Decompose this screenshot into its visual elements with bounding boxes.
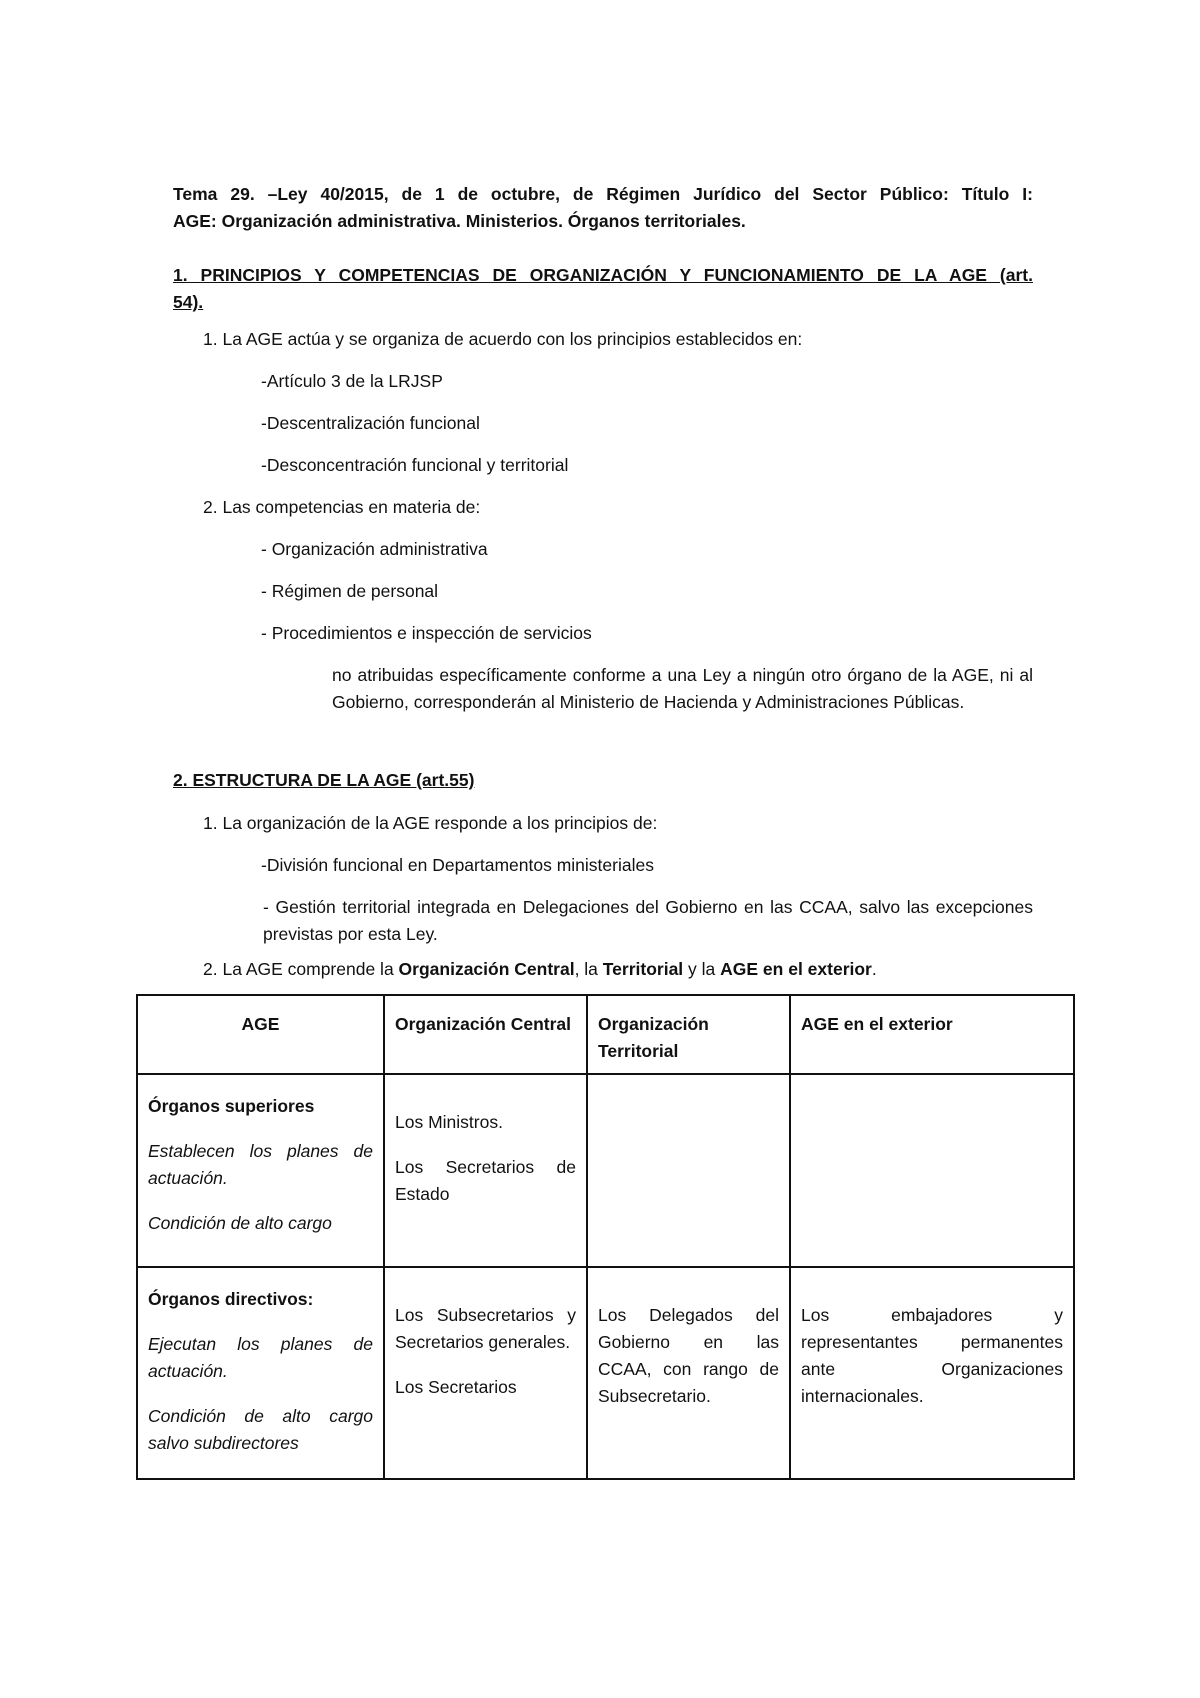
table-header-cell: AGE en el exterior — [790, 995, 1074, 1074]
section-1-item-1-point: -Descentralización funcional — [261, 413, 480, 433]
table-cell-central: Los Subsecretarios y Secretarios generales. Los Secretarios — [384, 1267, 587, 1479]
table-header-row — [137, 995, 1074, 1074]
section-2-heading: 2. ESTRUCTURA DE LA AGE (art.55) — [173, 770, 475, 790]
section-1-item-1-point: -Desconcentración funcional y territorial — [261, 455, 569, 475]
section-2-item-1: 1. La organización de la AGE responde a los principios de: — [203, 813, 658, 833]
table-cell-central: Los Ministros. Los Secretarios de Estado — [384, 1074, 587, 1267]
section-1-item-2-text: no atribuidas específicamente conforme a una Ley a ningún otro órgano de la AGE, ni al Gobierno, corresponderán al Ministerio de Hacienda y Administraciones Públicas. — [332, 665, 1033, 712]
table-header-cell: Organización Central — [384, 995, 587, 1074]
table-cell-organ-type: Órganos superiores Establecen los planes de actuación. Condición de alto cargo — [137, 1074, 384, 1267]
table-row — [137, 1267, 1074, 1479]
title-line-1: Tema 29. –Ley 40/2015, de 1 de octubre, de Régimen Jurídico del Sector Público: Título I: — [173, 184, 1033, 204]
age-structure-table — [136, 994, 1075, 1480]
table-cell-exterior — [790, 1074, 1074, 1267]
table-cell-organ-type: Órganos directivos: Ejecutan los planes de actuación. Condición de alto cargo salvo subdirectores — [137, 1267, 384, 1479]
section-1-item-2-point: - Régimen de personal — [261, 581, 439, 601]
section-2-item-2: 2. La AGE comprende la Organización Central, la Territorial y la AGE en el exterior. — [203, 959, 877, 979]
table-header-cell: AGE — [137, 995, 384, 1074]
table-cell-territorial: Los Delegados del Gobierno en las CCAA, con rango de Subsecretario. — [587, 1267, 790, 1479]
table-row — [137, 1074, 1074, 1267]
section-1-item-1-point: -Artículo 3 de la LRJSP — [261, 371, 443, 391]
section-1-item-1: 1. La AGE actúa y se organiza de acuerdo con los principios establecidos en: — [203, 329, 803, 349]
table-cell-territorial — [587, 1074, 790, 1267]
section-2-item-1-point: -División funcional en Departamentos ministeriales — [261, 855, 654, 875]
table-cell-exterior: Los embajadores y representantes permanentes ante Organizaciones internacionales. — [790, 1267, 1074, 1479]
section-1-heading: 1. PRINCIPIOS Y COMPETENCIAS DE ORGANIZACIÓN Y FUNCIONAMIENTO DE LA AGE (art. 54). — [173, 265, 1033, 312]
title-line-2: AGE: Organización administrativa. Ministerios. Órganos territoriales. — [173, 211, 746, 231]
section-1-item-2-point: - Organización administrativa — [261, 539, 488, 559]
section-1-item-2-point: - Procedimientos e inspección de servicios — [261, 623, 592, 643]
section-2-item-1-point: - Gestión territorial integrada en Delegaciones del Gobierno en las CCAA, salvo las excepciones previstas por esta Ley. — [263, 897, 1033, 944]
section-1-item-2: 2. Las competencias en materia de: — [203, 497, 481, 517]
table-header-cell: Organización Territorial — [587, 995, 790, 1074]
document-title — [173, 181, 1033, 235]
